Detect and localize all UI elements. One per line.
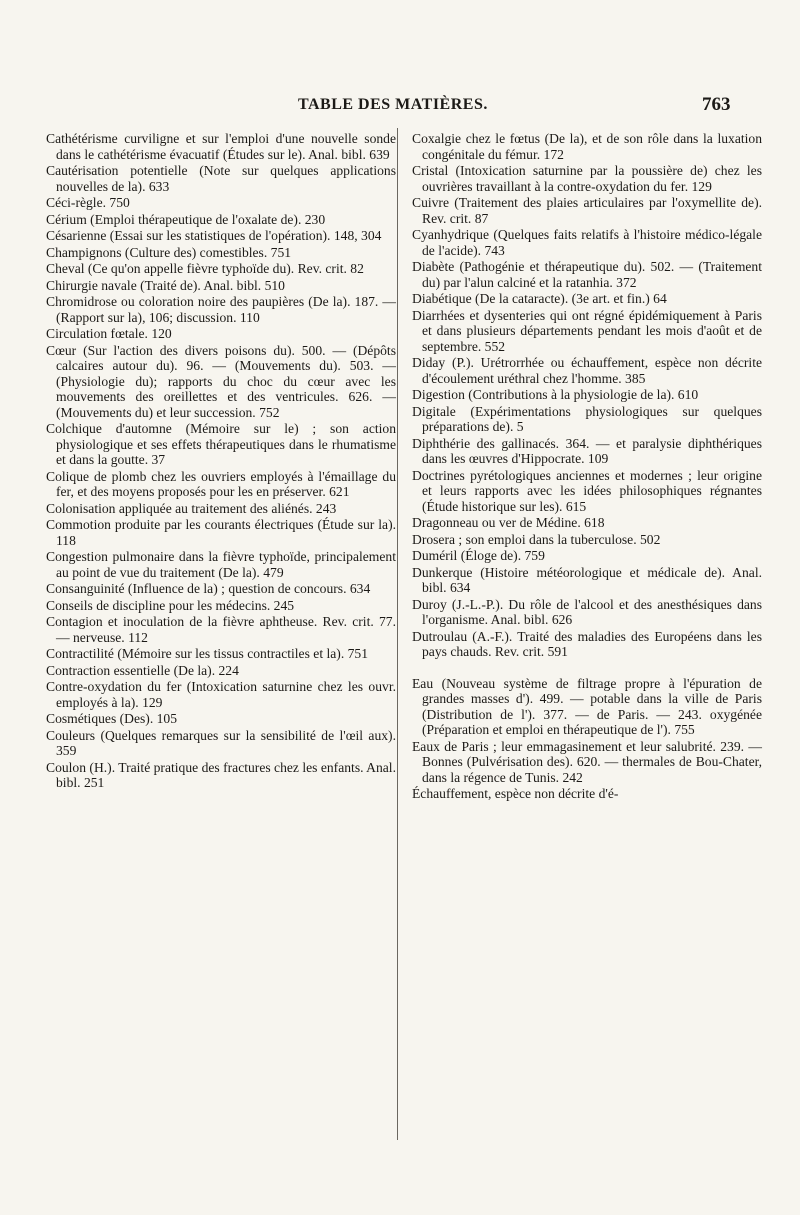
index-entry: Cosmétiques (Des). 105	[46, 711, 178, 726]
index-entry: Colique de plomb chez les ouvriers employés à l'émaillage du fer, et des moyens proposés pour les en préserver. 621	[46, 468, 396, 499]
index-entry: Digestion (Contributions à la physiologie de la). 610	[412, 387, 699, 402]
index-entry: Coulon (H.). Traité pratique des fractures chez les enfants. Anal. bibl. 251	[46, 759, 396, 790]
index-entry: Duroy (J.-L.-P.). Du rôle de l'alcool et des anesthésiques dans l'organisme. Anal. bibl. 626	[412, 596, 762, 627]
page-number: 763	[702, 94, 731, 115]
index-entry: Circulation fœtale. 120	[46, 326, 172, 341]
index-entry: Eau (Nouveau système de filtrage propre à l'épuration de grandes masses d'). 499. — potable dans la ville de Paris (Distribution de l'). 377. — de Paris. — 243. oxygénée (Préparation et emploi en thérapeutique de l'). 755	[412, 675, 762, 737]
index-entry: Cautérisation potentielle (Note sur quelques applications nouvelles de la). 633	[46, 163, 396, 194]
running-title: TABLE DES MATIÈRES.	[298, 96, 488, 113]
index-entry: Doctrines pyrétologiques anciennes et modernes ; leur origine et leurs rapports avec les idées philosophiques régnantes (Étude historique sur les). 615	[412, 467, 762, 514]
index-entry: Dragonneau ou ver de Médine. 618	[412, 515, 605, 530]
index-entry: Commotion produite par les courants électriques (Étude sur la). 118	[46, 517, 396, 548]
index-entry: Cérium (Emploi thérapeutique de l'oxalate de). 230	[46, 211, 326, 227]
index-entry: Dutroulau (A.-F.). Traité des maladies des Européens dans les pays chauds. Rev. crit. 591	[412, 628, 762, 659]
index-entry: Champignons (Culture des) comestibles. 751	[46, 244, 292, 260]
index-entry: Couleurs (Quelques remarques sur la sensibilité de l'œil aux). 359	[46, 727, 396, 758]
index-entry: Diabète (Pathogénie et thérapeutique du). 502. — (Traitement du) par l'alun calciné et la ratanhia. 372	[412, 259, 762, 290]
index-entry: Conseils de discipline pour les médecins. 245	[46, 597, 295, 613]
index-entry: Cœur (Sur l'action des divers poisons du). 500. — (Dépôts calcaires autour du). 96. — (Mouvements du). 503. — (Physiologie du); rapports du choc du cœur avec les mouvements des oreillettes et des ventricules. 626. — (Mouvements du) et leur succession. 752	[46, 342, 396, 420]
index-entry: Chromidrose ou coloration noire des paupières (De la). 187. — (Rapport sur la), 106; discussion. 110	[46, 294, 396, 325]
index-entry: Césarienne (Essai sur les statistiques de l'opération). 148, 304	[46, 228, 382, 243]
index-entry: Diday (P.). Urétrorrhée ou échauffement, espèce non décrite d'écoulement uréthral chez l'homme. 385	[412, 355, 762, 386]
index-entry: Contractilité (Mémoire sur les tissus contractiles et la). 751	[46, 646, 369, 661]
right-column	[412, 131, 762, 803]
index-entry: Duméril (Éloge de). 759	[412, 548, 545, 563]
index-entry: Congestion pulmonaire dans la fièvre typhoïde, principalement au point de vue du traitement (De la). 479	[46, 549, 396, 580]
index-entry: Diphthérie des gallinacés. 364. — et paralysie diphthériques dans les œuvres d'Hippocrate. 109	[412, 435, 762, 466]
index-entry: Contraction essentielle (De la). 224	[46, 662, 239, 678]
index-entry: Eaux de Paris ; leur emmagasinement et leur salubrité. 239. — Bonnes (Pulvérisation des). 620. — thermales de Bou-Chater, dans la régence de Tunis. 242	[412, 738, 762, 785]
index-entry: Digitale (Expérimentations physiologiques sur quelques préparations de). 5	[412, 403, 762, 434]
page-header	[0, 96, 800, 122]
index-entry: Colchique d'automne (Mémoire sur le) ; son action physiologique et ses effets thérapeutiques dans le rhumatisme et dans la goutte. 37	[46, 421, 396, 467]
index-entry: Contagion et inoculation de la fièvre aphtheuse. Rev. crit. 77. — nerveuse. 112	[46, 614, 396, 645]
index-entry: Cristal (Intoxication saturnine par la poussière de) chez les ouvrières travaillant à la contre-oxydation du fer. 129	[412, 163, 762, 194]
index-entry: Colonisation appliquée au traitement des aliénés. 243	[46, 500, 337, 516]
left-column	[46, 131, 396, 792]
index-entry: Échauffement, espèce non décrite d'é-	[412, 786, 619, 801]
index-entry: Drosera ; son emploi dans la tuberculose. 502	[412, 531, 661, 547]
index-entry: Contre-oxydation du fer (Intoxication saturnine chez les ouvr. employés à la). 129	[46, 679, 396, 710]
index-entry: Diabétique (De la cataracte). (3e art. et fin.) 64	[412, 291, 667, 306]
index-entry: Chirurgie navale (Traité de). Anal. bibl. 510	[46, 277, 285, 293]
column-divider	[397, 128, 398, 1140]
index-entry: Cuivre (Traitement des plaies articulaires par l'oxymellite de). Rev. crit. 87	[412, 195, 762, 226]
index-entry: Consanguinité (Influence de la) ; question de concours. 634	[46, 581, 371, 596]
index-entry: Coxalgie chez le fœtus (De la), et de son rôle dans la luxation congénitale du fémur. 172	[412, 131, 762, 162]
index-entry: Dunkerque (Histoire météorologique et médicale de). Anal. bibl. 634	[412, 564, 762, 595]
index-entry: Diarrhées et dysenteries qui ont régné épidémiquement à Paris et dans plusieurs départements pendant les mois d'août et de septembre. 552	[412, 307, 762, 354]
index-entry: Céci-règle. 750	[46, 195, 130, 210]
index-entry: Cheval (Ce qu'on appelle fièvre typhoïde du). Rev. crit. 82	[46, 261, 364, 276]
index-entry: Cyanhydrique (Quelques faits relatifs à l'histoire médico-légale de l'acide). 743	[412, 227, 762, 258]
index-entry: Cathétérisme curviligne et sur l'emploi d'une nouvelle sonde dans le cathétérisme évacuatif (Études sur le). Anal. bibl. 639	[46, 131, 396, 162]
